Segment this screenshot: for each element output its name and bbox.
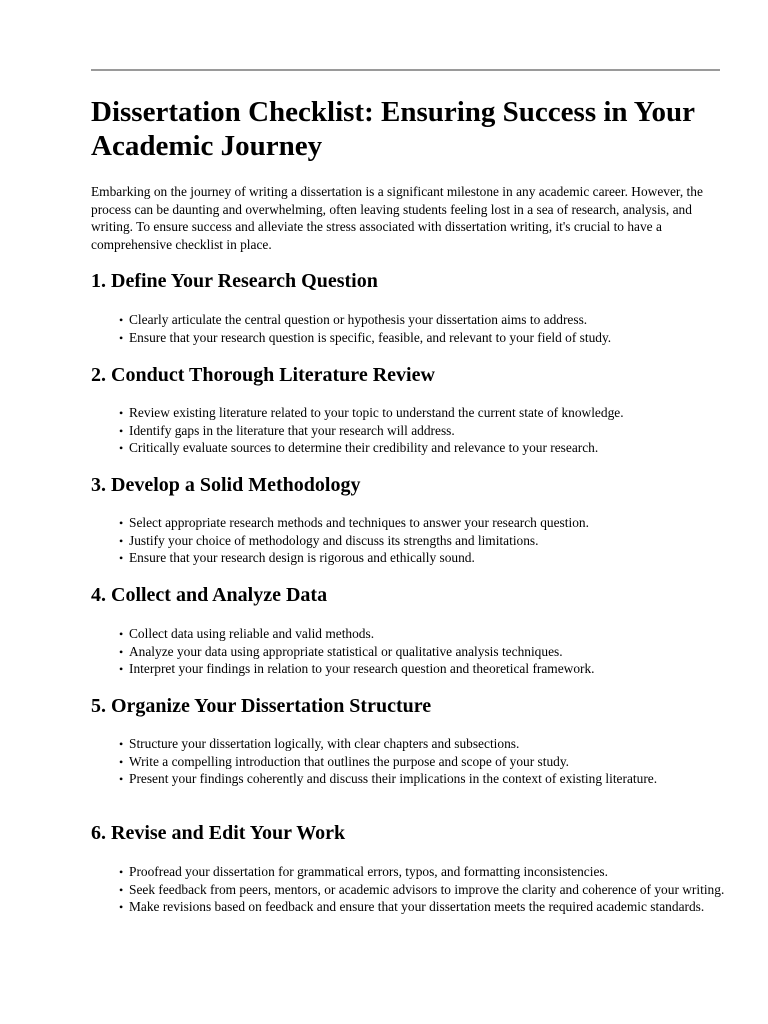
list-item-text: Write a compelling introduction that outlines the purpose and scope of your study. bbox=[129, 753, 570, 769]
section-heading: 3. Develop a Solid Methodology bbox=[91, 474, 361, 496]
list-item bbox=[91, 735, 731, 753]
section-literature-review bbox=[91, 363, 731, 457]
intro-paragraph: Embarking on the journey of writing a dissertation is a significant milestone in any academic career. However, the process can be daunting and overwhelming, often leaving students feeling lost in a sea of research, analysis, and writing. To ensure success and alleviate the stress associated with dissertation writing, it's crucial to have a comprehensive checklist in place. bbox=[91, 184, 703, 252]
list-item bbox=[91, 311, 731, 329]
bullet-icon: • bbox=[119, 313, 124, 327]
list-item bbox=[91, 549, 731, 567]
bullet-icon: • bbox=[119, 662, 124, 676]
list-item bbox=[91, 643, 731, 661]
list-item-text: Make revisions based on feedback and ensure that your dissertation meets the required academic standards. bbox=[129, 899, 705, 914]
bullet-icon: • bbox=[119, 644, 124, 659]
bullet-icon: • bbox=[119, 627, 124, 641]
section-heading: 5. Organize Your Dissertation Structure bbox=[91, 695, 432, 717]
section-heading: 4. Collect and Analyze Data bbox=[91, 584, 328, 606]
bullet-icon: • bbox=[119, 754, 124, 769]
bullet-list bbox=[91, 863, 731, 916]
list-item bbox=[91, 422, 731, 440]
list-item bbox=[91, 770, 731, 788]
list-item-text: Ensure that your research design is rigorous and ethically sound. bbox=[129, 550, 475, 565]
list-item bbox=[91, 660, 731, 678]
bullet-list bbox=[91, 514, 731, 567]
list-item bbox=[91, 625, 731, 643]
list-item-text: Critically evaluate sources to determine their credibility and relevance to your research. bbox=[129, 440, 599, 455]
bullet-icon: • bbox=[119, 423, 124, 438]
list-item-text: Present your findings coherently and discuss their implications in the context of existing literature. bbox=[129, 771, 658, 786]
bullet-icon: • bbox=[119, 865, 124, 879]
list-item-text: Structure your dissertation logically, with clear chapters and subsections. bbox=[129, 736, 520, 751]
list-item-text: Identify gaps in the literature that your research will address. bbox=[129, 422, 455, 438]
list-item bbox=[91, 863, 731, 881]
list-item-text: Collect data using reliable and valid methods. bbox=[129, 626, 375, 641]
document-title: Dissertation Checklist: Ensuring Success in Your Academic Journey bbox=[91, 96, 695, 162]
list-item bbox=[91, 753, 731, 771]
section-heading: 2. Conduct Thorough Literature Review bbox=[91, 364, 435, 386]
bullet-list bbox=[91, 735, 731, 788]
list-item bbox=[91, 404, 731, 422]
section-methodology bbox=[91, 473, 731, 567]
bullet-icon: • bbox=[119, 330, 124, 345]
bullet-icon: • bbox=[119, 900, 124, 914]
list-item bbox=[91, 881, 731, 899]
list-item bbox=[91, 532, 731, 550]
bullet-list bbox=[91, 404, 731, 457]
list-item-text: Analyze your data using appropriate statistical or qualitative analysis techniques. bbox=[129, 643, 563, 659]
section-heading: 6. Revise and Edit Your Work bbox=[91, 822, 346, 844]
section-collect-analyze-data bbox=[91, 583, 731, 678]
bullet-list bbox=[91, 625, 731, 678]
list-item-text: Seek feedback from peers, mentors, or academic advisors to improve the clarity and coherence of your writing. bbox=[129, 881, 725, 897]
bullet-list bbox=[91, 311, 731, 346]
bullet-icon: • bbox=[119, 882, 124, 897]
section-heading: 1. Define Your Research Question bbox=[91, 270, 378, 292]
list-item bbox=[91, 329, 731, 347]
bullet-icon: • bbox=[119, 406, 124, 420]
section-revise-edit bbox=[91, 821, 731, 916]
bullet-icon: • bbox=[119, 516, 124, 530]
list-item-text: Select appropriate research methods and techniques to answer your research question. bbox=[129, 515, 589, 530]
list-item bbox=[91, 514, 731, 532]
list-item bbox=[91, 898, 731, 916]
section-define-research-question bbox=[91, 269, 731, 346]
top-horizontal-rule bbox=[91, 69, 720, 71]
bullet-icon: • bbox=[119, 441, 124, 455]
list-item-text: Justify your choice of methodology and discuss its strengths and limitations. bbox=[129, 532, 539, 548]
list-item-text: Interpret your findings in relation to your research question and theoretical framework. bbox=[129, 661, 595, 676]
list-item-text: Clearly articulate the central question or hypothesis your dissertation aims to address. bbox=[129, 312, 588, 327]
list-item bbox=[91, 439, 731, 457]
bullet-icon: • bbox=[119, 772, 124, 786]
bullet-icon: • bbox=[119, 737, 124, 751]
list-item-text: Review existing literature related to your topic to understand the current state of knowledge. bbox=[129, 405, 624, 420]
list-item-text: Proofread your dissertation for grammatical errors, typos, and formatting inconsistencies. bbox=[129, 864, 608, 879]
list-item-text: Ensure that your research question is specific, feasible, and relevant to your field of study. bbox=[129, 329, 612, 345]
bullet-icon: • bbox=[119, 551, 124, 565]
bullet-icon: • bbox=[119, 533, 124, 548]
section-dissertation-structure bbox=[91, 694, 731, 788]
